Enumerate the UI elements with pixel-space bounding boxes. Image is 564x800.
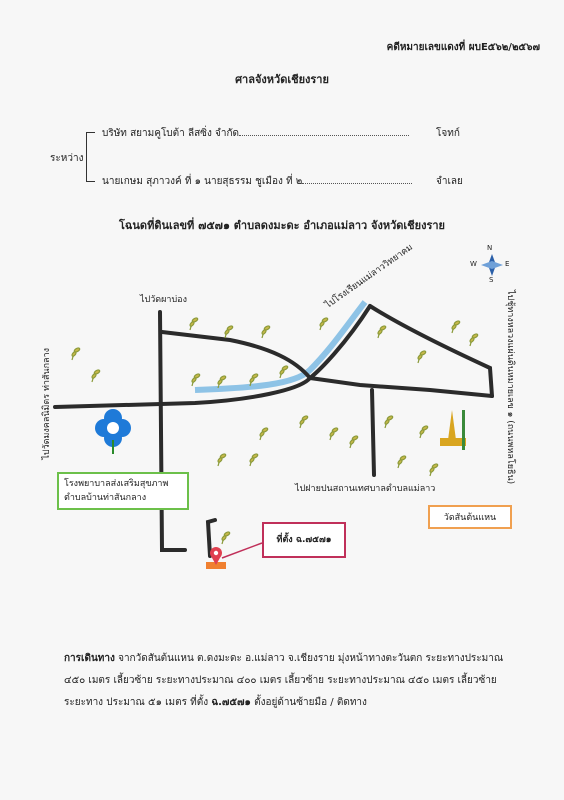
rice-plant-icon xyxy=(419,425,428,438)
route-description: การเดินทาง จากวัดสันต้นแหน ต.ดงมะดะ อ.แม่ลาว จ.เชียงราย มุ่งหน้าทางตะวันตก ระยะทางประมาณ ๔๕๐ เมตร เลี้ยวซ้าย ระยะทางประมาณ ๔๐๐ เมตร เลี้ยวซ้าย ระยะทางประมาณ ๔๕๐ เมตร เลี้ยวซ้าย ระยะทาง ประมาณ ๕๑ เมตร ที่ตั้ง ฉ.๗๕๗๑ ตั้งอยู่ด้านซ้ายมือ / ติดทาง xyxy=(64,653,504,708)
road-inner xyxy=(162,332,310,378)
compass-n: N xyxy=(487,244,493,252)
label-school: ไปโรงเรียนแม่ลาววิทยาคม xyxy=(323,242,415,311)
rice-plant-icon xyxy=(329,427,338,440)
rice-plant-icon xyxy=(299,415,308,428)
rice-plant-icon xyxy=(397,455,406,468)
rice-plant-icon xyxy=(384,415,393,428)
rice-plant-icon xyxy=(451,320,460,333)
rice-plant-icon xyxy=(349,435,358,448)
rice-plant-icon xyxy=(377,325,386,338)
rice-plant-icon xyxy=(417,350,426,363)
rice-plant-icon xyxy=(469,333,478,346)
compass-s: S xyxy=(489,276,494,284)
compass-icon xyxy=(481,254,503,276)
compass-e: E xyxy=(505,260,510,268)
location-pin-icon xyxy=(206,543,262,569)
label-office: ไปฝายปนสถานเทศบาลตำบลแม่ลาว xyxy=(295,484,436,494)
hospital-icon xyxy=(95,409,131,454)
hospital-label-box: โรงพยาบาลส่งเสริมสุขภาพ ตำบลบ้านท่าสันกลาง xyxy=(57,472,189,510)
rice-plant-icon xyxy=(191,373,200,386)
compass-w: W xyxy=(470,260,477,268)
rice-plant-icon xyxy=(217,453,226,466)
label-left-road: ไปวัดมงคลนิมิตร ท่าสันกลาง xyxy=(42,348,52,460)
rice-plant-icon xyxy=(249,453,258,466)
temple-icon xyxy=(440,410,466,450)
defendant-role: จำเลย xyxy=(436,176,463,187)
road-office xyxy=(372,390,374,475)
rice-plant-icon xyxy=(429,463,438,476)
defendant-name: นายเกษม สุภาวงค์ ที่ ๑ นายสุธรรม ชูเมือง ที่ ๒ xyxy=(102,174,412,189)
road-phabong xyxy=(160,312,185,550)
case-number: คดีหมายเลขแดงที่ ผบE๕๖๒/๒๕๖๗ xyxy=(386,42,540,53)
between-label: ระหว่าง xyxy=(50,153,84,164)
rice-plant-icon xyxy=(259,427,268,440)
label-right-road: ไปชุ้ทางหลวงแผ่นดินหมายเลข ๑ (ถนนพหลโยธิน) xyxy=(505,290,515,485)
rice-plant-icon xyxy=(91,369,100,382)
plaintiff-name: บริษัท สยามคูโบต้า ลีสซิ่ง จำกัด xyxy=(102,126,409,141)
label-wat-phabong: ไปวัดผาบ่อง xyxy=(140,295,187,305)
court-name: ศาลจังหวัดเชียงราย xyxy=(235,73,329,86)
site-label-box: ที่ตั้ง ฉ.๗๕๗๑ xyxy=(262,522,346,558)
rice-plant-icon xyxy=(319,317,328,330)
main-road-east xyxy=(310,378,492,396)
rice-plant-icon xyxy=(221,531,230,544)
map-title: โฉนดที่ดินเลขที่ ๗๕๗๑ ตำบลดงมะดะ อำเภอแม่ลาว จังหวัดเชียงราย xyxy=(119,219,445,232)
rice-plant-icon xyxy=(71,347,80,360)
rice-plant-icon xyxy=(279,365,288,378)
rice-plant-icon xyxy=(261,325,270,338)
temple-label-box: วัดสันต้นแหน xyxy=(428,505,512,529)
road-school-east xyxy=(370,306,492,396)
rice-plant-icon xyxy=(224,325,233,338)
rice-plant-icon xyxy=(189,317,198,330)
plaintiff-role: โจทก์ xyxy=(436,128,460,139)
